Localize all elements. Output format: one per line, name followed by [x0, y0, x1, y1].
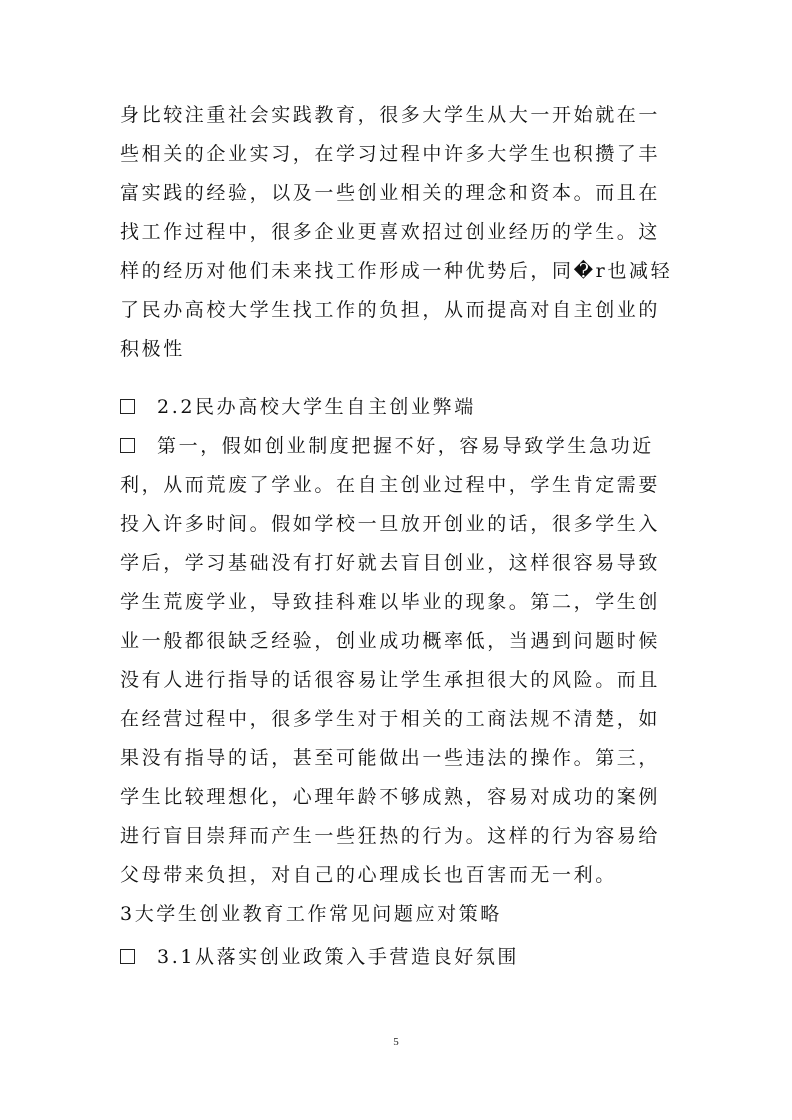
line-text: 父母带来负担，对自己的心理成长也百害而无一利。: [120, 864, 617, 886]
line-text: 身比较注重社会实践教育，很多大学生从大一开始就在一: [120, 104, 661, 126]
paragraph-line: [120, 704, 680, 734]
paragraph-line: [120, 548, 680, 578]
checkbox-icon: [120, 399, 135, 414]
line-text: 积极性: [120, 338, 185, 360]
line-text: 果没有指导的话，甚至可能做出一些违法的操作。第三，: [120, 747, 661, 769]
page-number: 5: [393, 1036, 399, 1048]
paragraph-line: [120, 821, 680, 851]
paragraph-line-with-checkbox: [120, 392, 680, 422]
paragraph-line: [120, 178, 680, 208]
line-text: 投入许多时间。假如学校一旦放开创业的话，很多学生入: [120, 513, 661, 535]
line-text: 没有人进行指导的话很容易让学生承担很大的风险。而且: [120, 669, 661, 691]
line-text: 在经营过程中，很多学生对于相关的工商法规不清楚，如: [120, 708, 661, 730]
paragraph-line-with-checkbox: [120, 942, 680, 972]
paragraph-line: [120, 470, 680, 500]
line-text: 第一，假如创业制度把握不好，容易导致学生急功近: [157, 435, 654, 457]
paragraph-line-with-checkbox: [120, 431, 680, 461]
paragraph-line: [120, 256, 680, 286]
line-text: 富实践的经验，以及一些创业相关的理念和资本。而且在: [120, 182, 661, 204]
line-text: 找工作过程中，很多企业更喜欢招过创业经历的学生。这: [120, 221, 661, 243]
line-text: 3.1从落实创业政策入手营造良好氛围: [157, 946, 520, 968]
paragraph-line: [120, 782, 680, 812]
line-text: 进行盲目崇拜而产生一些狂热的行为。这样的行为容易给: [120, 825, 661, 847]
line-text: 样的经历对他们未来找工作形成一种优势后，同�r也减轻: [120, 260, 673, 282]
paragraph-line: [120, 587, 680, 617]
paragraph-line: [120, 295, 680, 325]
checkbox-icon: [120, 949, 135, 964]
paragraph-line: [120, 217, 680, 247]
paragraph-line: [120, 334, 680, 364]
line-text: 利，从而荒废了学业。在自主创业过程中，学生肯定需要: [120, 474, 661, 496]
checkbox-icon: [120, 438, 135, 453]
paragraph-line: [120, 626, 680, 656]
line-text: 学生比较理想化，心理年龄不够成熟，容易对成功的案例: [120, 786, 661, 808]
paragraph-line: [120, 100, 680, 130]
line-text: 2.2民办高校大学生自主创业弊端: [157, 396, 476, 418]
line-text: 些相关的企业实习，在学习过程中许多大学生也积攒了丰: [120, 143, 661, 165]
paragraph-line: [120, 743, 680, 773]
line-text: 学后，学习基础没有打好就去盲目创业，这样很容易导致: [120, 552, 661, 574]
paragraph-line: [120, 665, 680, 695]
line-text: 业一般都很缺乏经验，创业成功概率低，当遇到问题时候: [120, 630, 661, 652]
paragraph-line: [120, 509, 680, 539]
line-text: 学生荒废学业，导致挂科难以毕业的现象。第二，学生创: [120, 591, 661, 613]
line-text: 3大学生创业教育工作常见问题应对策略: [120, 903, 502, 925]
paragraph-line: [120, 860, 680, 890]
paragraph-line: [120, 899, 680, 929]
line-text: 了民办高校大学生找工作的负担，从而提高对自主创业的: [120, 299, 661, 321]
paragraph-line: [120, 139, 680, 169]
